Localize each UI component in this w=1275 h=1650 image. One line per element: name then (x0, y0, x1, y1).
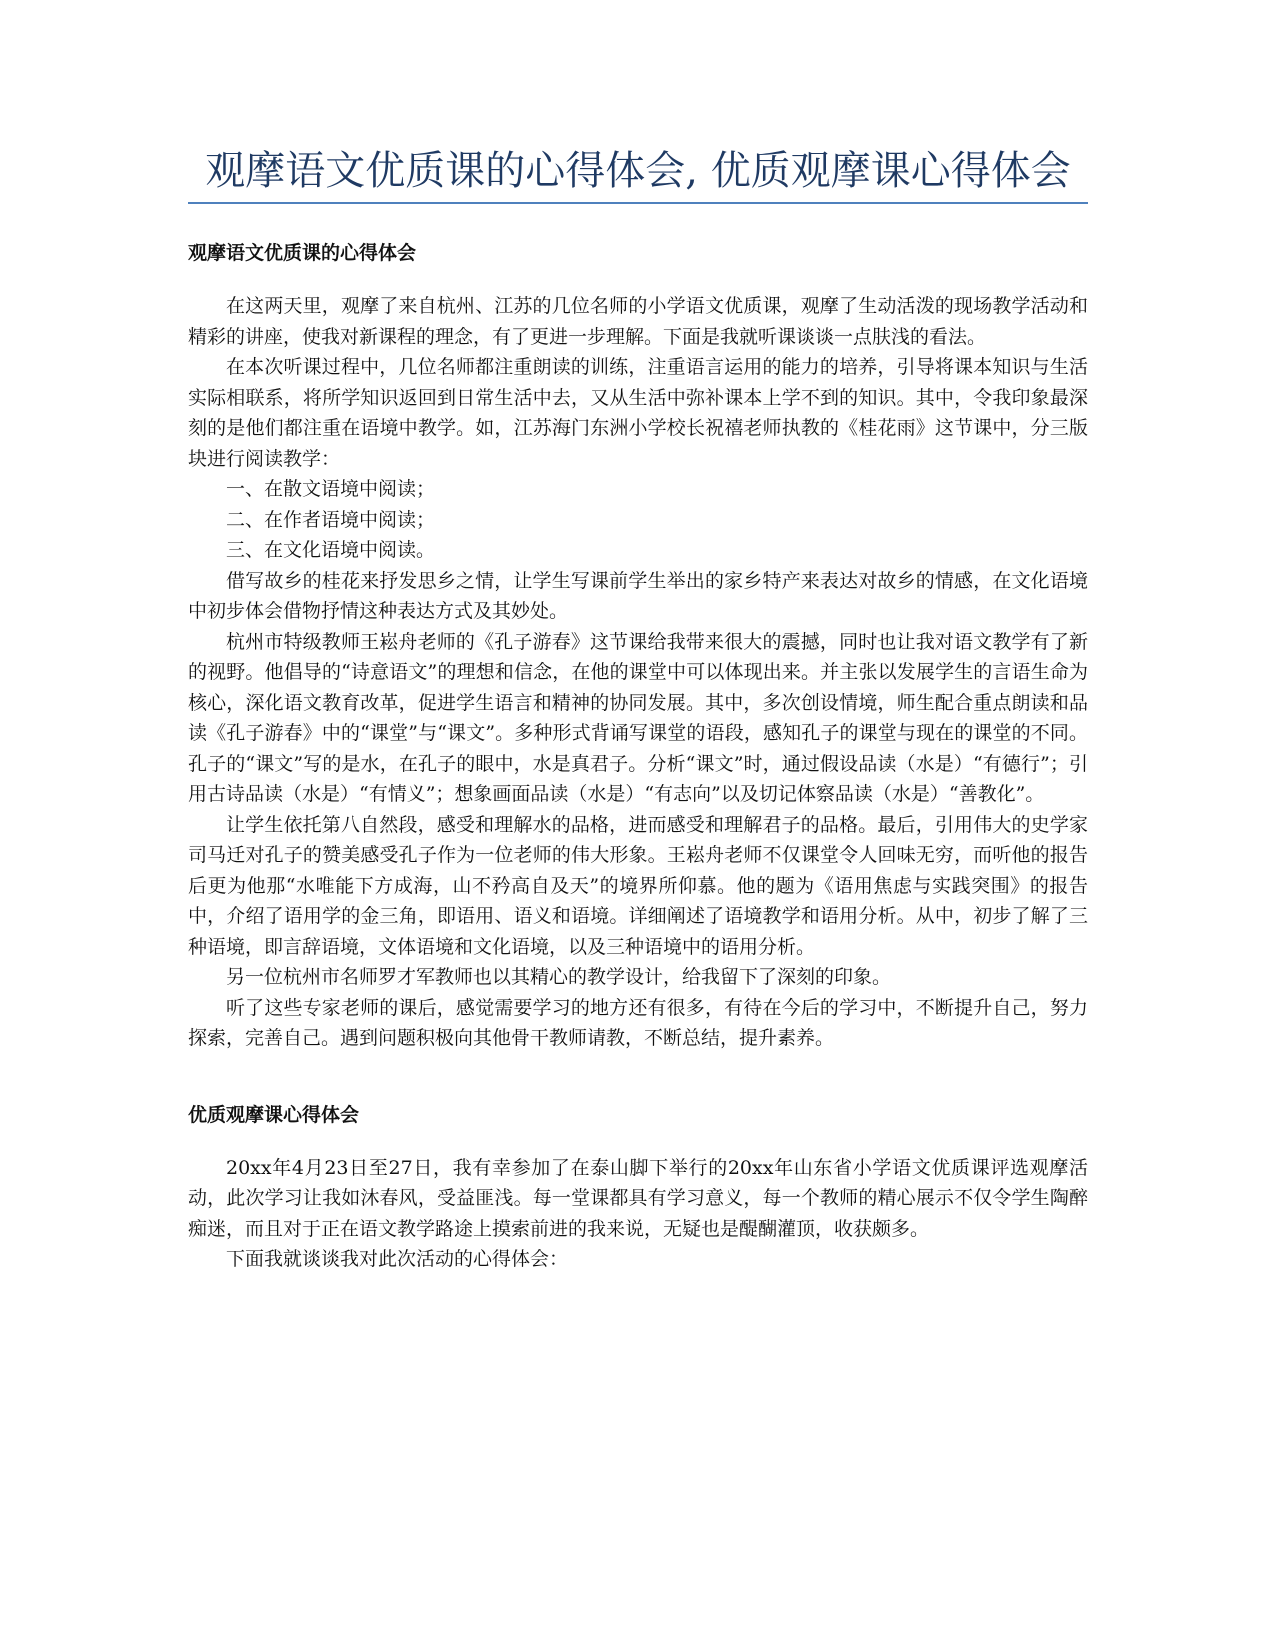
paragraph: 借写故乡的桂花来抒发思乡之情，让学生写课前学生举出的家乡特产来表达对故乡的情感，在文化语境中初步体会借物抒情这种表达方式及其妙处。 (188, 569, 1088, 622)
section-heading-1: 观摩语文优质课的心得体会 (188, 242, 417, 264)
title-divider (188, 202, 1088, 204)
section-2-body (188, 1153, 1088, 1275)
paragraph: 20xx年4月23日至27日，我有幸参加了在泰山脚下举行的20xx年山东省小学语文优质课评选观摩活动，此次学习让我如沐春风，受益匪浅。每一堂课都具有学习意义，每一个教师的精心展示不仅令学生陶醉痴迷，而且对于正在语文教学路途上摸索前进的我来说，无疑也是醍醐灌顶，收获颇多。 (188, 1156, 1088, 1240)
list-item: 一、在散文语境中阅读； (226, 478, 436, 500)
list-item: 二、在作者语境中阅读； (226, 508, 436, 531)
paragraph: 让学生依托第八自然段，感受和理解水的品格，进而感受和理解君子的品格。最后，引用伟大的史学家司马迁对孔子的赞美感受孔子作为一位老师的伟大形象。王崧舟老师不仅课堂令人回味无穷，而听他的报告后更为他那“水唯能下方成海，山不矜高自及天”的境界所仰慕。他的题为《语用焦虑与实践突围》的报告中，介绍了语用学的金三角，即语用、语义和语境。详细阐述了语境教学和语用分析。从中，初步了解了三种语境，即言辞语境，文体语境和文化语境，以及三种语境中的语用分析。 (188, 813, 1088, 958)
document-page (188, 145, 1088, 1275)
document-title: 观摩语文优质课的心得体会, 优质观摩课心得体会 (205, 148, 1071, 194)
paragraph: 在本次听课过程中，几位名师都注重朗读的训练，注重语言运用的能力的培养，引导将课本知识与生活实际相联系，将所学知识返回到日常生活中去，又从生活中弥补课本上学不到的知识。其中，令我印象最深刻的是他们都注重在语境中教学。如，江苏海门东洲小学校长祝禧老师执教的《桂花雨》这节课中，分三版块进行阅读教学： (188, 356, 1088, 470)
paragraph: 另一位杭州市名师罗才军教师也以其精心的教学设计，给我留下了深刻的印象。 (226, 966, 892, 988)
list-item: 三、在文化语境中阅读。 (226, 539, 436, 561)
section-1-body (188, 291, 1088, 1054)
paragraph: 在这两天里，观摩了来自杭州、江苏的几位名师的小学语文优质课，观摩了生动活泼的现场教学活动和精彩的讲座，使我对新课程的理念，有了更进一步理解。下面是我就听课谈谈一点肤浅的看法。 (188, 295, 1088, 348)
paragraph: 下面我就谈谈我对此次活动的心得体会： (226, 1248, 569, 1270)
section-heading-2: 优质观摩课心得体会 (188, 1103, 360, 1126)
paragraph: 听了这些专家老师的课后，感觉需要学习的地方还有很多，有待在今后的学习中，不断提升自己，努力探索，完善自己。遇到问题积极向其他骨干教师请教，不断总结，提升素养。 (188, 996, 1088, 1049)
paragraph: 杭州市特级教师王崧舟老师的《孔子游春》这节课给我带来很大的震撼，同时也让我对语文教学有了新的视野。他倡导的“诗意语文”的理想和信念，在他的课堂中可以体现出来。并主张以发展学生的言语生命为核心，深化语文教育改革，促进学生语言和精神的协同发展。其中，多次创设情境，师生配合重点朗读和品读《孔子游春》中的“课堂”与“课文”。多种形式背诵写课堂的语段，感知孔子的课堂与现在的课堂的不同。孔子的“课文”写的是水，在孔子的眼中，水是真君子。分析“课文”时，通过假设品读（水是）“有德行”；引用古诗品读（水是）“有情义”；想象画面品读（水是）“有志向”以及切记体察品读（水是）“善教化”。 (188, 630, 1088, 805)
